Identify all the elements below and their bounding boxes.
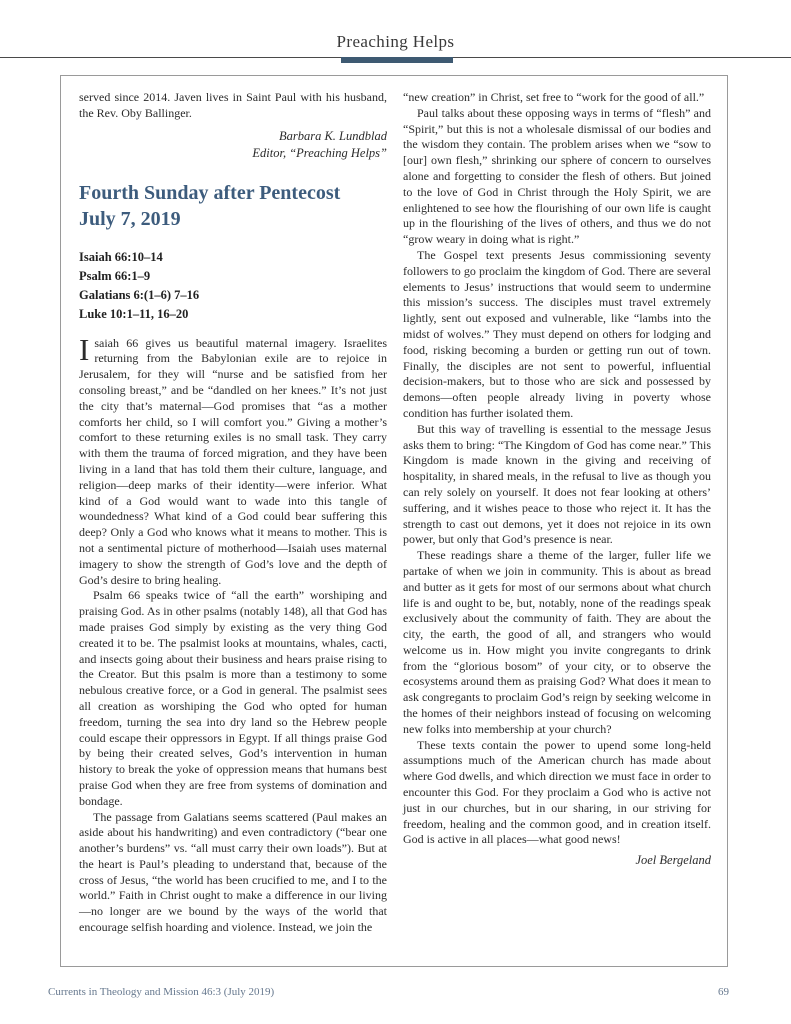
body-paragraph: The Gospel text presents Jesus commissioning seventy followers to go proclaim the kingdom of God. There are several elements to Jesus’ instructions that would seem to undermine this mission’s success. The disciples must travel extremely lightly, sent out exposed and vulnerable, like “lambs into the midst of wolves.” They must depend on others for lodging and food, risking becoming a burden or getting run out of town. Finally, the disciples are not sent to powerful, influential decision-makers, but to those who are sick and possessed by demons—often people already living in poverty whose condition has further isolated them. — [403, 247, 711, 420]
paragraph-text: saiah 66 gives us beautiful maternal imagery. Israelites returning from the Babylonian exile are to rejoice in Jerusalem, for they will “nurse and be satisfied from her consoling breast,” and be “dandled on her knees.” It’s not just the city that’s maternal—God promises that “as a mother comforts her child, so I will comfort you.” Giving a mother’s comfort to these returning exiles is no small task. They carry with them the trauma of forced migration, and they have been living in a land that has told them their culture, language, and religion—deep marks of their identity—were inferior. What kind of a God would want to wade into this tangle of woundedness? What kind of a God could bear suffering this deep? Only a God who knows what it means to mother. This is not a sentimental picture of motherhood—Isaiah uses maternal imagery to show the strength of God’s love and the depth of God’s desire to bring healing. — [79, 335, 387, 587]
body-paragraph: Psalm 66 speaks twice of “all the earth” worshiping and praising God. As in other psalms (notably 148), all that God has made praises God simply by existing as the very thing God created it to be. The psalmist looks at mountains, whales, cacti, and insects going about their business and hears praise rising to the Creator. But this psalm is more than a testimony to some nebulous creative force, or a God in general. The psalmist sees all creation as worshiping the God who opted for human freedom, turning the sea into dry land so the Hebrew people could escape their oppressors in Egypt. If all things praise God by being their created selves, God’s intervention in human history to break the yoke of oppression means that humans best praise God when they are free from systems of domination and bondage. — [79, 588, 387, 808]
reading-psalm: Psalm 66:1–9 — [79, 268, 151, 283]
footer-page-number: 69 — [718, 986, 729, 998]
drop-cap: I — [79, 331, 90, 367]
reading-galatians: Galatians 6:(1–6) 7–16 — [79, 287, 200, 302]
reading-isaiah: Isaiah 66:10–14 — [79, 249, 163, 264]
editor-name: Barbara K. Lundblad — [278, 128, 387, 143]
left-column — [79, 90, 387, 966]
body-paragraph: “new creation” in Christ, set free to “work for the good of all.” — [403, 90, 705, 104]
body-paragraph: These readings share a theme of the larger, fuller life we partake of when we join in community. This is about as bread and butter as it gets for most of our sermons about what church life is and ought to be, but, notably, none of the readings speak exclusively about the community of faith. They are about the city, the earth, the good of all, and strangers who would welcome us in. How might you invite congregants to drink from the “glorious bosom” of your city, or to observe the ecosystems around them as praising God? What does it mean to ask congregants to proclaim God’s reign by seeking welcome in the homes of their neighbors instead of focusing on welcoming new folks into membership at your church? — [403, 548, 711, 736]
prev-article-closing: served since 2014. Javen lives in Saint Paul with his husband, the Rev. Oby Ballinger. — [79, 90, 387, 120]
body-paragraph: Paul talks about these opposing ways in terms of “flesh” and “Spirit,” but this is not a wholesale dismissal of our bodies and the wisdom they contain. The problem arises when we “sow to [our] own flesh,” shrinking our sphere of concern to ourselves alone and forgetting to consider the flesh of others. But joined to the love of God in Christ through the Holy Spirit, we are enlightened to see how the flourishing of our own life is caught up in the flourishing of the lives of others, and thus we do not “grow weary in doing what is right.” — [403, 105, 711, 247]
article-title-line1: Fourth Sunday after Pentecost — [79, 181, 341, 204]
content-box — [60, 75, 728, 967]
article-title — [79, 180, 387, 232]
editor-role: Editor, “Preaching Helps” — [252, 145, 387, 160]
author-byline: Joel Bergeland — [635, 853, 711, 868]
footer-journal-citation: Currents in Theology and Mission 46:3 (July 2019) — [48, 986, 275, 998]
right-column — [403, 90, 711, 966]
body-paragraph: But this way of travelling is essential to the message Jesus asks them to bring: “The Kingdom of God has come near.” This Kingdom is made known in the giving and receiving of hospitality, in shared meals, in the refusal to live as though you can rely solely on yourself. It does not fear looking at others’ suffering, and it wishes peace to those who reject it. It has the strength to cast out demons, yet it does not rejoice in its own power, but only that God’s presence is near. — [403, 421, 711, 547]
body-paragraph: These texts contain the power to upend some long-held assumptions much of the American church has made about where God dwells, and which direction we must face in order to encounter this God. For they proclaim a God who is active not just in our churches, but in our sharing, in our striving for freedom, healing and the common good, and in creation itself. God is active in all places—what good news! — [403, 737, 711, 847]
reading-luke: Luke 10:1–11, 16–20 — [79, 306, 189, 321]
editor-byline — [79, 128, 387, 162]
lectionary-readings — [79, 248, 387, 324]
article-title-date: July 7, 2019 — [79, 207, 181, 230]
header-accent-bar — [341, 57, 453, 63]
body-paragraph: The passage from Galatians seems scattered (Paul makes an aside about his handwriting) and even contradictory (“bear one another’s burdens” vs. “all must carry their own loads”). But at the heart is Paul’s pleading to understand that, because of the cross of Jesus, “the world has been crucified to me, and I to the world.” Faith in Christ ought to make a difference in our living—no longer are we bound by the ways of the world that encourage selfish hoarding and violence. Instead, we join the — [79, 809, 387, 935]
running-header-title: Preaching Helps — [336, 32, 455, 51]
body-paragraph — [79, 331, 387, 589]
